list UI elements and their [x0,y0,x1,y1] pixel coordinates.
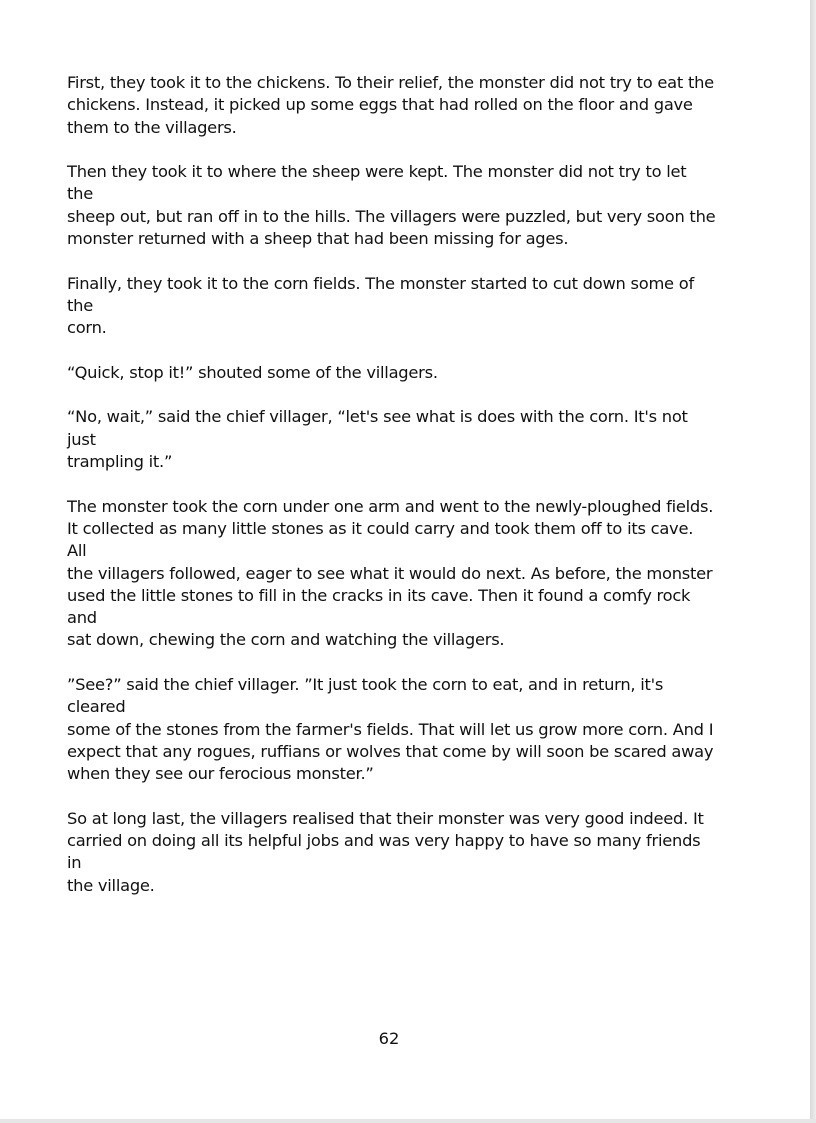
paragraph-see: ”See?” said the chief villager. ”It just took the corn to eat, and in return, it's cleared some of the stones from the farmer's fields. That will let us grow more corn. And I expect that any rogues, ruffians or wolves that come by will soon be scared away when they see our ferocious monster.” [67,675,714,784]
paragraph-stones-cave: The monster took the corn under one arm and went to the newly-ploughed fields. It collected as many little stones as it could carry and took them off to its cave. All the villagers followed, eager to see what it would do next. As before, the monster used the little stones to fill in the cracks in its cave. Then it found a comfy rock and sat down, chewing the corn and watching the villagers. [67,496,714,650]
page-edge-shadow [810,0,816,1123]
page-number: 62 [378,1029,400,1048]
paragraph-long-last: So at long last, the villagers realised that their monster was very good indeed. It carried on doing all its helpful jobs and was very happy to have so many friends in the village. [67,808,704,895]
paragraph-chickens: First, they took it to the chickens. To their relief, the monster did not try to eat the chickens. Instead, it picked up some eggs that had rolled on the floor and gave them to the villagers. [67,73,714,137]
paragraph-no-wait: “No, wait,” said the chief villager, “let's see what is does with the corn. It's not just trampling it.” [67,407,688,472]
story-text [67,72,717,919]
paragraph-corn-fields: Finally, they took it to the corn fields. The monster started to cut down some of the corn. [67,273,694,338]
paragraph-quick-stop: “Quick, stop it!” shouted some of the villagers. [67,362,438,382]
page-bottom-edge [0,1119,816,1123]
paragraph-sheep: Then they took it to where the sheep were kept. The monster did not try to let the sheep out, but ran off in to the hills. The villagers were puzzled, but very soon the monster returned with a sheep that had been missing for ages. [67,162,716,249]
